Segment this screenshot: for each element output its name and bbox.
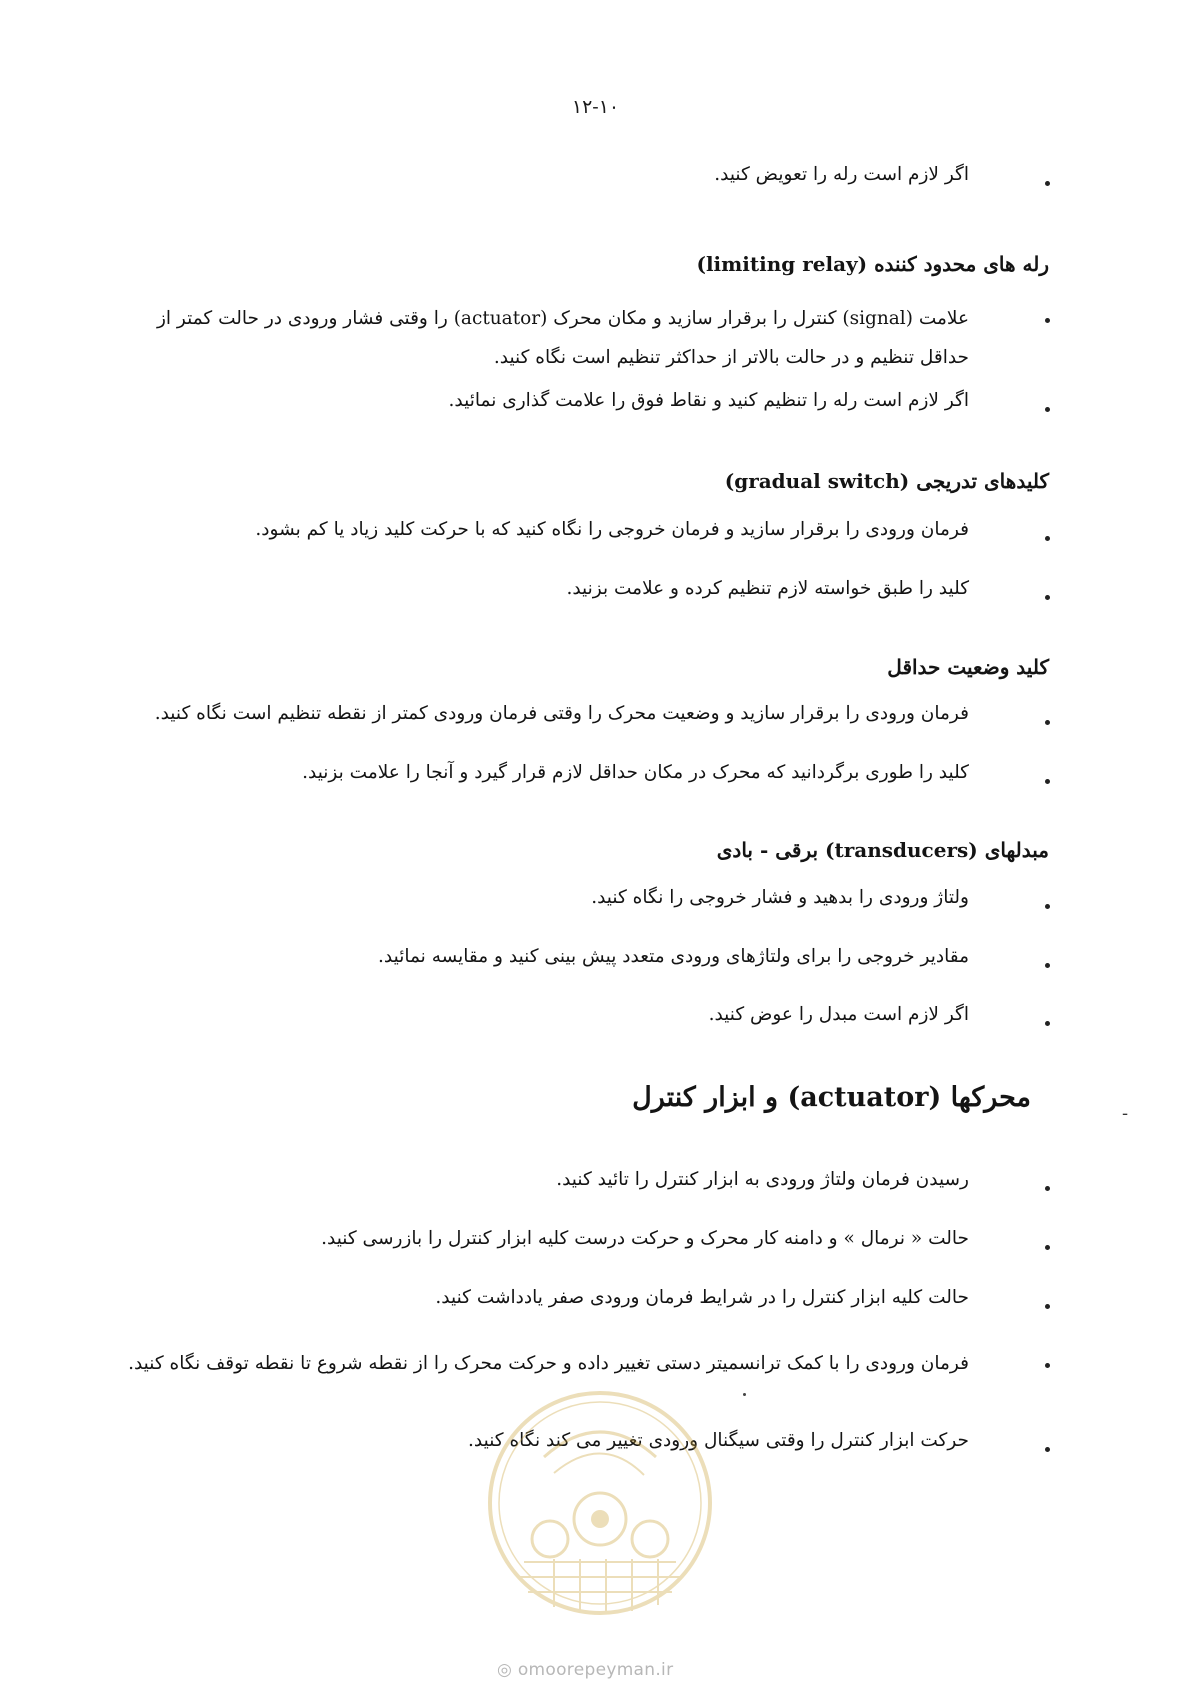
list-item: فرمان ورودی را با کمک ترانسمیتر دستی تغییر داده و حرکت محرک را از نقطه شروع تا نقطه توقف نگاه کنید. [128, 1353, 969, 1374]
bullet-icon [1045, 720, 1050, 725]
bullet-icon [1045, 536, 1050, 541]
list-item: فرمان ورودی را برقرار سازید و وضعیت محرک را وقتی فرمان ورودی کمتر از نقطه تنظیم است نگاه کنید. [154, 703, 969, 724]
list-item: کلید را طبق خواسته لازم تنظیم کرده و علامت بزنید. [566, 578, 969, 599]
bullet-icon [1045, 1363, 1050, 1368]
bullet-icon [1045, 181, 1050, 186]
section-heading: کلیدهای تدریجی (gradual switch) [724, 469, 1049, 493]
list-item: ولتاژ ورودی را بدهید و فشار خروجی را نگاه کنید. [591, 887, 969, 908]
list-item: علامت (signal) کنترل را برقرار سازید و مکان محرک (actuator) را وقتی فشار ورودی در حالت کمتر از حداقل تنظیم و در حالت بالاتر از حداکثر تنظیم است نگاه کنید. [156, 308, 969, 368]
list-item: اگر لازم است رله را تعویض کنید. [714, 164, 969, 185]
watermark-url-text: omoorepeyman.ir [517, 1660, 674, 1680]
bullet-icon [1045, 1245, 1050, 1250]
list-item: فرمان ورودی را برقرار سازید و فرمان خروجی را نگاه کنید که با حرکت کلید زیاد یا کم بشود. [255, 519, 969, 540]
heading-dash-mark: - [1122, 1103, 1129, 1124]
bullet-icon [1045, 595, 1050, 600]
stray-dot [743, 1393, 746, 1396]
bullet-icon [1045, 1186, 1050, 1191]
list-item: رسیدن فرمان ولتاژ ورودی به ابزار کنترل را تائید کنید. [556, 1169, 969, 1190]
list-item: کلید را طوری برگردانید که محرک در مکان حداقل لازم قرار گیرد و آنجا را علامت بزنید. [302, 762, 969, 783]
bullet-icon [1045, 318, 1050, 323]
section-heading: مبدلهای (transducers) برقی - بادی [716, 838, 1049, 862]
section-heading: کلید وضعیت حداقل [887, 655, 1049, 679]
bullet-icon [1045, 1304, 1050, 1309]
list-item: حرکت ابزار کنترل را وقتی سیگنال ورودی تغییر می کند نگاه کنید. [468, 1430, 969, 1451]
list-item: مقادیر خروجی را برای ولتاژهای ورودی متعدد پیش بینی کنید و مقایسه نمائید. [378, 946, 969, 967]
bullet-icon [1045, 904, 1050, 909]
watermark-logo [484, 1387, 716, 1619]
bullet-icon [1045, 407, 1050, 412]
list-item: حالت « نرمال » و دامنه کار محرک و حرکت درست کلیه ابزار کنترل را بازرسی کنید. [321, 1228, 969, 1249]
bullet-icon [1045, 779, 1050, 784]
bullet-icon [1045, 1021, 1050, 1026]
section-heading: محرکها (actuator) و ابزار کنترل [632, 1082, 1031, 1113]
bullet-icon [1045, 963, 1050, 968]
page-number: ۱۲-۱۰ [571, 96, 620, 118]
list-item: حالت کلیه ابزار کنترل را در شرایط فرمان ورودی صفر یادداشت کنید. [435, 1287, 969, 1308]
list-item: اگر لازم است رله را تنظیم کنید و نقاط فوق را علامت گذاری نمائید. [448, 390, 969, 411]
section-heading: رله های محدود کننده (limiting relay) [696, 252, 1049, 276]
list-item: اگر لازم است مبدل را عوض کنید. [708, 1004, 969, 1025]
bullet-icon [1045, 1447, 1050, 1452]
watermark-url: ◎ omoorepeyman.ir [497, 1660, 674, 1680]
